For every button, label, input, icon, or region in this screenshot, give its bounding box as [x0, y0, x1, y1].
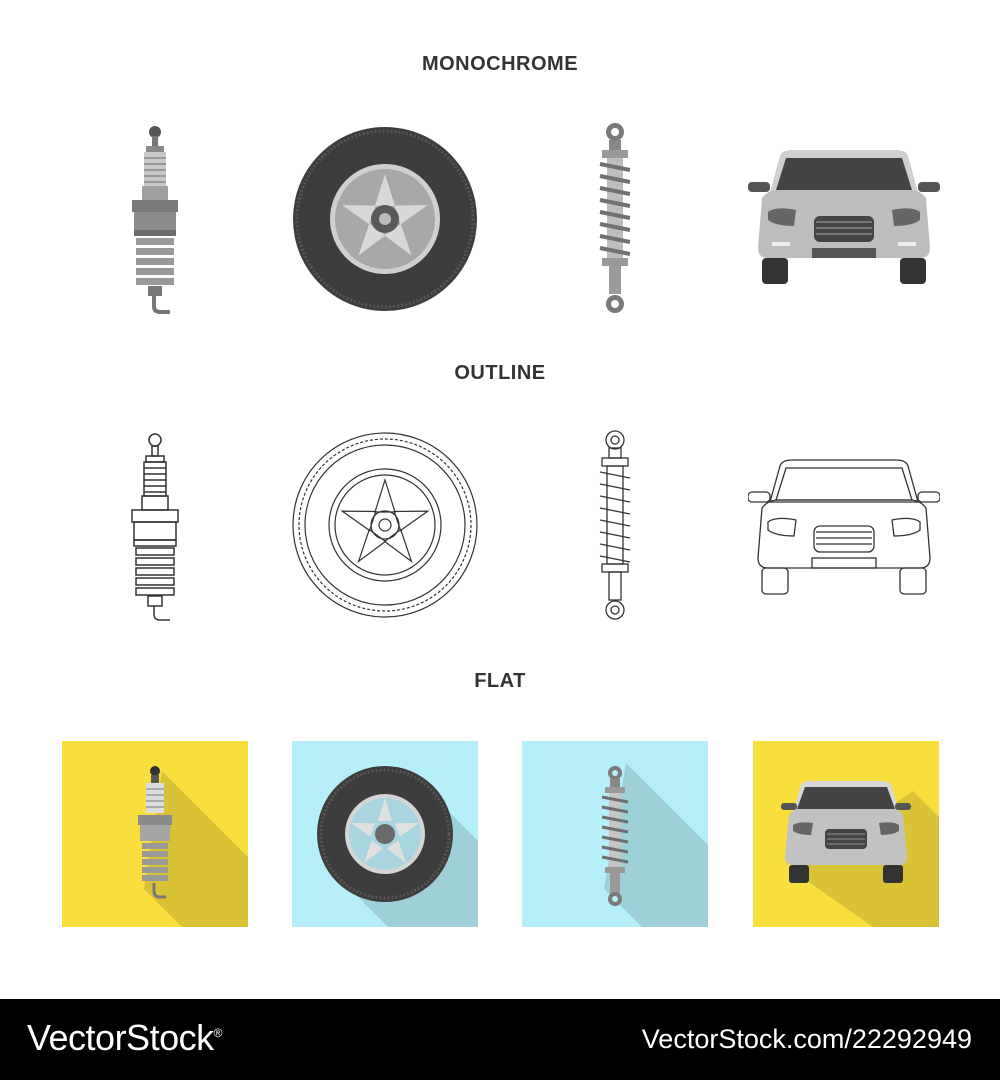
wheel-icon	[292, 432, 478, 618]
section-title-monochrome: MONOCHROME	[421, 53, 579, 75]
section-title-outline: OUTLINE	[454, 362, 546, 384]
wheel-icon	[292, 741, 478, 927]
shock-absorber-icon	[522, 741, 708, 927]
car-front-icon	[748, 148, 940, 288]
car-front-icon	[753, 741, 939, 927]
flat-tile-shock-absorber	[522, 741, 708, 927]
section-title-flat: FLAT	[474, 670, 526, 692]
flat-tile-wheel	[292, 741, 478, 927]
shock-absorber-icon	[590, 120, 640, 320]
spark-plug-icon	[110, 428, 200, 622]
wheel-icon	[292, 126, 478, 312]
flat-tile-spark-plug	[62, 741, 248, 927]
spark-plug-icon	[62, 741, 248, 927]
flat-tile-car	[753, 741, 939, 927]
spark-plug-icon	[110, 120, 200, 320]
image-id-text: VectorStock.com/22292949	[641, 1024, 972, 1054]
watermark-footer	[0, 999, 1000, 1080]
shock-absorber-icon	[590, 428, 640, 622]
vectorstock-logo: VectorStock®	[27, 1017, 222, 1058]
car-front-icon	[748, 458, 940, 598]
